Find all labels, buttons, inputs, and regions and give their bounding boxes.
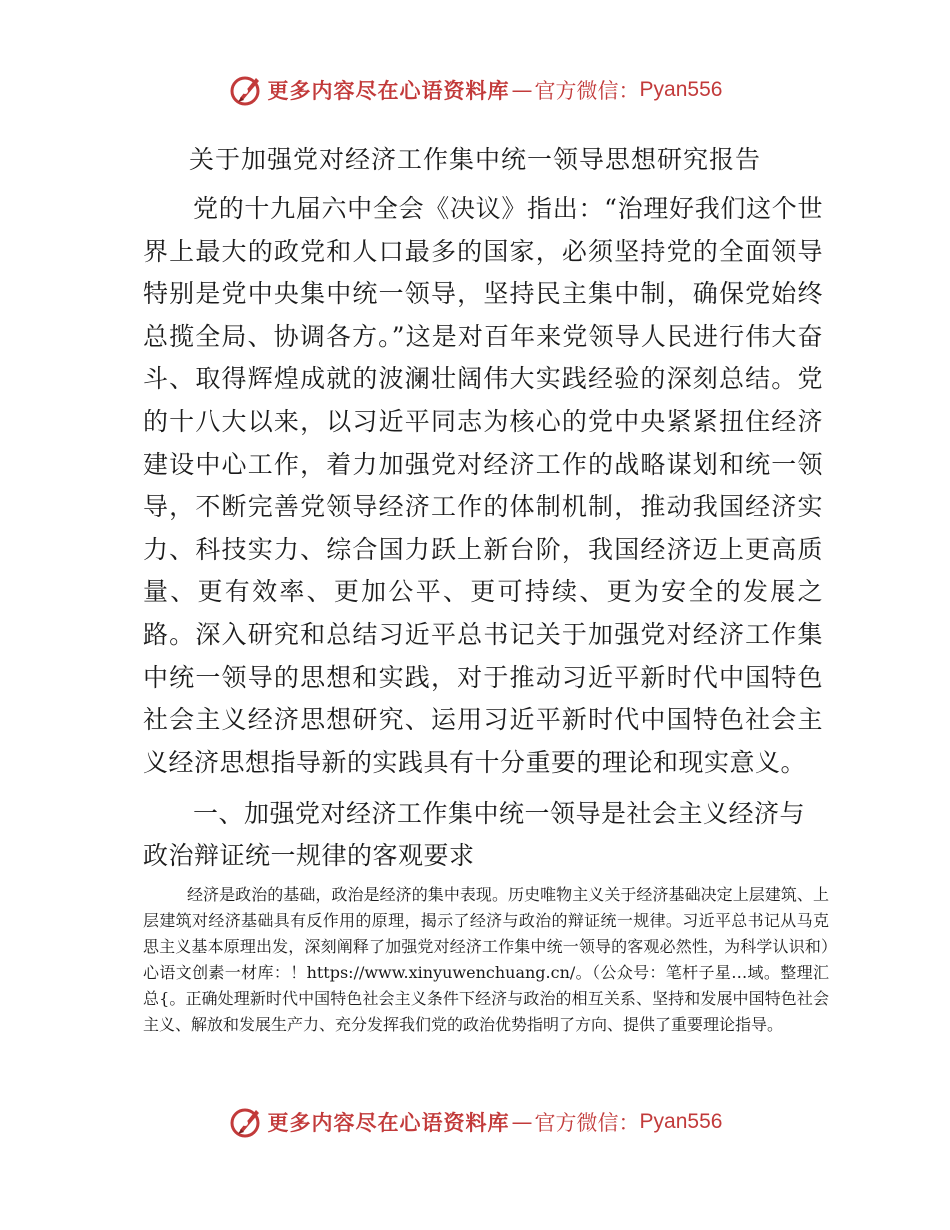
banner-separator: — (511, 1110, 533, 1134)
section-heading: 一、加强党对经济工作集中统一领导是社会主义经济与政治辩证统一规律的客观要求 (143, 799, 806, 870)
banner-wechat-id: Pyan556 (639, 1110, 723, 1133)
quill-logo-icon (228, 72, 264, 108)
banner-wechat-label: 官方微信： (534, 79, 640, 103)
quill-logo-icon (228, 1104, 264, 1140)
footer-banner (0, 1102, 950, 1142)
banner-slogan: 更多内容尽在心语资料库 (267, 1111, 510, 1135)
body-paragraph: 党的十九届六中全会《决议》指出：“治理好我们这个世界上最大的政党和人口最多的国家，必须坚持党的全面领导特别是党中央集中统一领导，坚持民主集中制，确保党始终总揽全局、协调各方。”这是对百年来党领导人民进行伟大奋斗、取得辉煌成就的波澜壮阔伟大实践经验的深刻总结。党的十八大以来，以习近平同志为核心的党中央紧紧扭住经济建设中心工作，着力加强党对经济工作的战略谋划和统一领导，不断完善党领导经济工作的体制机制，推动我国经济实力、科技实力、综合国力跃上新台阶，我国经济迈上更高质量、更有效率、更加公平、更可持续、更为安全的发展之路。深入研究和总结习近平总书记关于加强党对经济工作集中统一领导的思想和实践，对于推动习近平新时代中国特色社会主义经济思想研究、运用习近平新时代中国特色社会主义经济思想指导新的实践具有十分重要的理论和现实意义。 (143, 194, 823, 777)
banner-slogan: 更多内容尽在心语资料库 (267, 79, 510, 103)
document-title: 关于加强党对经济工作集中统一领导思想研究报告 (188, 145, 761, 174)
body-paragraph-small: 经济是政治的基础，政治是经济的集中表现。历史唯物主义关于经济基础决定上层建筑、上层建筑对经济基础具有反作用的原理，揭示了经济与政治的辩证统一规律。习近平总书记从马克思主义基本原理出发，深刻阐释了加强党对经济工作集中统一领导的客观必然性，为科学认识和）心语文创素一材库：！https://www.xinyuwenchuang.cn/。（公众号：笔杆子星…域。整理汇总{。正确处理新时代中国特色社会主义条件下经济与政治的相互关系、坚持和发展中国特色社会主义、解放和发展生产力、充分发挥我们党的政治优势指明了方向、提供了重要理论指导。 (143, 885, 829, 1034)
banner-wechat-label: 官方微信： (534, 1111, 640, 1135)
banner-separator: — (511, 78, 533, 102)
header-banner (0, 70, 950, 110)
banner-wechat-id: Pyan556 (639, 78, 723, 101)
